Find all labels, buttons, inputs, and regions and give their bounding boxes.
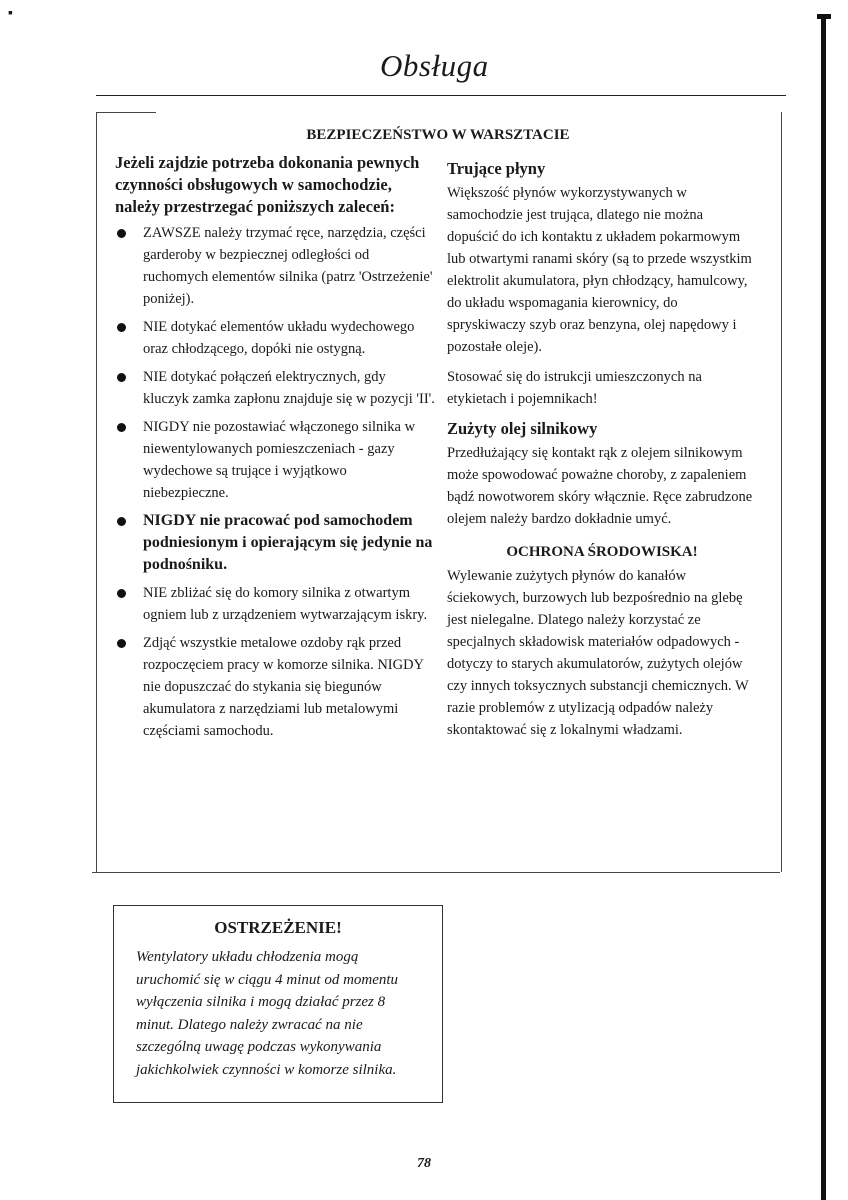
toxic-fluids-text: Większość płynów wykorzystywanych w samochodzie jest trująca, dlatego nie można dopuścić do ich kontaktu z układem pokarmowym lub otwartymi ranami skóry (są to przede wszystkim elektrolit akumulatora, płyn chłodzący, hamulcowy, do układu wspomagania kierownicy, do spryskiwaczy szyb oraz benzyna, olej napędowy i pozostałe oleje). — [447, 185, 752, 355]
list-item-text: ZAWSZE należy trzymać ręce, narzędzia, części garderoby w bezpiecznej odległości od ruchomych elementów silnika (patrz 'Ostrzeżenie' poniżej). — [143, 225, 433, 307]
list-item — [115, 510, 435, 576]
list-item-text: NIE zbliżać się do komory silnika z otwartym ogniem lub z urządzeniem wytwarzającym iskry. — [143, 585, 428, 623]
list-item-text: NIE dotykać elementów układu wydechowego oraz chłodzącego, dopóki nie ostygną. — [143, 319, 415, 357]
used-oil-text: Przedłużający się kontakt rąk z olejem silnikowym może spowodować poważne choroby, z zapaleniem bądź nowotworem skóry włącznie. Ręce zabrudzone olejem należy bardzo dokładnie umyć. — [447, 445, 753, 527]
section-heading: BEZPIECZEŃSTWO W WARSZTACIE — [306, 127, 570, 143]
list-item-text: NIGDY nie pozostawiać włączonego silnika w niewentylowanych pomieszczeniach - gazy wydechowe są trujące i wyjątkowo niebezpieczne. — [143, 419, 416, 501]
intro-text: Jeżeli zajdzie potrzeba dokonania pewnych czynności obsługowych w samochodzie, należy przestrzegać poniższych zaleceń: — [115, 153, 420, 216]
used-oil-heading: Zużyty olej silnikowy — [447, 419, 598, 438]
bullet-icon — [117, 517, 126, 526]
bullet-icon — [117, 323, 126, 332]
box-top-rule — [96, 112, 156, 113]
page-number: 78 — [417, 1156, 431, 1171]
safety-list — [115, 222, 435, 742]
environment-heading: OCHRONA ŚRODOWISKA! — [506, 544, 698, 560]
list-item-text: NIE dotykać połączeń elektrycznych, gdy kluczyk zamka zapłonu znajduje się w pozycji 'II'. — [143, 369, 435, 407]
list-item — [115, 582, 435, 626]
right-column — [447, 158, 757, 749]
toxic-fluids-heading: Trujące płyny — [447, 159, 546, 178]
bullet-icon — [117, 639, 126, 648]
list-item — [115, 366, 435, 410]
list-item-text: Zdjąć wszystkie metalowe ozdoby rąk przed rozpoczęciem pracy w komorze silnika. NIGDY nie dopuszczać do stykania się biegunów akumulatora z narzędziami lub metalowymi częściami samochodu. — [143, 635, 424, 739]
title-rule — [96, 95, 786, 96]
warning-box — [113, 905, 443, 1103]
warning-text: Wentylatory układu chłodzenia mogą uruchomić się w ciągu 4 minut od momentu wyłączenia silnika i mogą działać przez 8 minut. Dlatego należy zwracać na nie szczególną uwagę podczas wykonywania jakichkolwiek czynności w komorze silnika. — [136, 949, 399, 1078]
page-title: Obsługa — [380, 48, 489, 83]
list-item — [115, 632, 435, 742]
list-item-text: NIGDY nie pracować pod samochodem podniesionym i opierającym się jedynie na podnośniku. — [143, 512, 433, 573]
bullet-icon — [117, 589, 126, 598]
bullet-icon — [117, 423, 126, 432]
toxic-fluids-note: Stosować się do istrukcji umieszczonych na etykietach i pojemnikach! — [447, 369, 702, 407]
left-column — [115, 152, 435, 748]
corner-mark: ▪ — [8, 6, 13, 21]
environment-text: Wylewanie zużytych płynów do kanałów ściekowych, burzowych lub bezpośrednio na glebę jest nielegalne. Dlatego należy korzystać ze specjalnych składowisk materiałów odpadowych - dotyczy to starych akumulatorów, zużytych olejów czy innych toksycznych substancji chemicznych. W razie problemów z utylizacją odpadów należy skontaktować się z lokalnymi władzami. — [447, 568, 749, 738]
bullet-icon — [117, 229, 126, 238]
list-item — [115, 416, 435, 504]
bullet-icon — [117, 373, 126, 382]
list-item — [115, 316, 435, 360]
box-bottom-rule — [92, 872, 780, 873]
binding-bar — [817, 10, 831, 1200]
list-item — [115, 222, 435, 310]
warning-title: OSTRZEŻENIE! — [214, 918, 342, 937]
